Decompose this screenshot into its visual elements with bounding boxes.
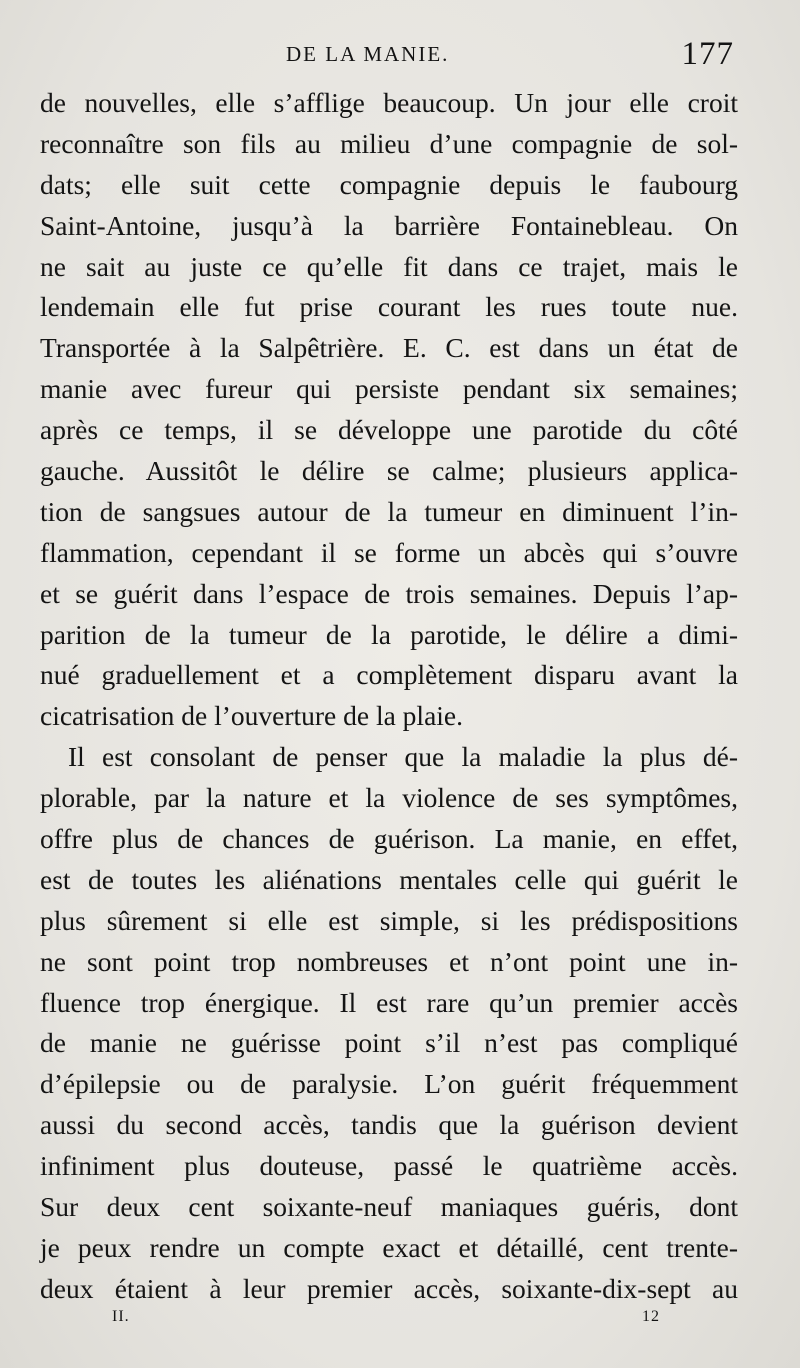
running-title: DE LA MANIE. [286,42,450,66]
text-line: Transportée à la Salpêtrière. E. C. est dans un état de [40,332,738,364]
text-line: de manie ne guérisse point s’il n’est pas compliqué [40,1027,738,1059]
text-line: de nouvelles, elle s’afflige beaucoup. Un jour elle croit [40,87,738,118]
text-line: Sur deux cent soixante-neuf maniaques guéris, dont [40,1191,738,1223]
text-line: est de toutes les aliénations mentales celle qui guérit le [40,863,738,895]
running-header [0,36,800,76]
text-line: et se guérit dans l’espace de trois semaines. Depuis l’ap- [40,577,738,609]
text-line: après ce temps, il se développe une parotide du côté [40,414,738,446]
gathering-number: 12 [642,1308,660,1325]
text-line: deux étaient à leur premier accès, soixante-dix-sept au [40,1272,738,1304]
text-line: je peux rendre un compte exact et détaillé, cent trente- [40,1231,738,1263]
text-line: Saint-Antoine, jusqu’à la barrière Fontainebleau. On [40,209,738,241]
body-text [40,83,738,1310]
page-number: 177 [681,36,734,72]
page-footer [0,1308,800,1338]
text-line: parition de la tumeur de la parotide, le délire a dimi- [40,618,738,650]
text-line: dats; elle suit cette compagnie depuis le faubourg [40,168,738,200]
text-line: gauche. Aussitôt le délire se calme; plusieurs applica- [40,455,738,487]
paragraph-end-line: cicatrisation de l’ouverture de la plaie. [40,700,464,732]
text-line: plorable, par la nature et la violence de ses symptômes, [40,782,738,814]
text-line: infiniment plus douteuse, passé le quatrième accès. [40,1150,738,1182]
text-line: plus sûrement si elle est simple, si les prédispositions [40,904,738,936]
text-line: ne sont point trop nombreuses et n’ont point une in- [40,945,738,977]
text-line: d’épilepsie ou de paralysie. L’on guérit fréquemment [40,1068,738,1100]
paragraph-start-line: Il est consolant de penser que la maladie la plus dé- [68,741,738,773]
text-line: ne sait au juste ce qu’elle fit dans ce trajet, mais le [40,250,738,282]
text-line: tion de sangsues autour de la tumeur en diminuent l’in- [40,495,738,527]
signature-mark: II. [112,1308,130,1325]
text-line: flammation, cependant il se forme un abcès qui s’ouvre [40,536,738,568]
text-line: lendemain elle fut prise courant les rues toute nue. [40,291,738,323]
text-line: offre plus de chances de guérison. La manie, en effet, [40,823,738,855]
text-line: reconnaître son fils au milieu d’une compagnie de sol- [40,127,738,159]
text-line: nué graduellement et a complètement disparu avant la [40,659,738,691]
text-line: manie avec fureur qui persiste pendant six semaines; [40,373,738,405]
text-line: fluence trop énergique. Il est rare qu’un premier accès [40,986,738,1018]
text-line: aussi du second accès, tandis que la guérison devient [40,1109,738,1141]
